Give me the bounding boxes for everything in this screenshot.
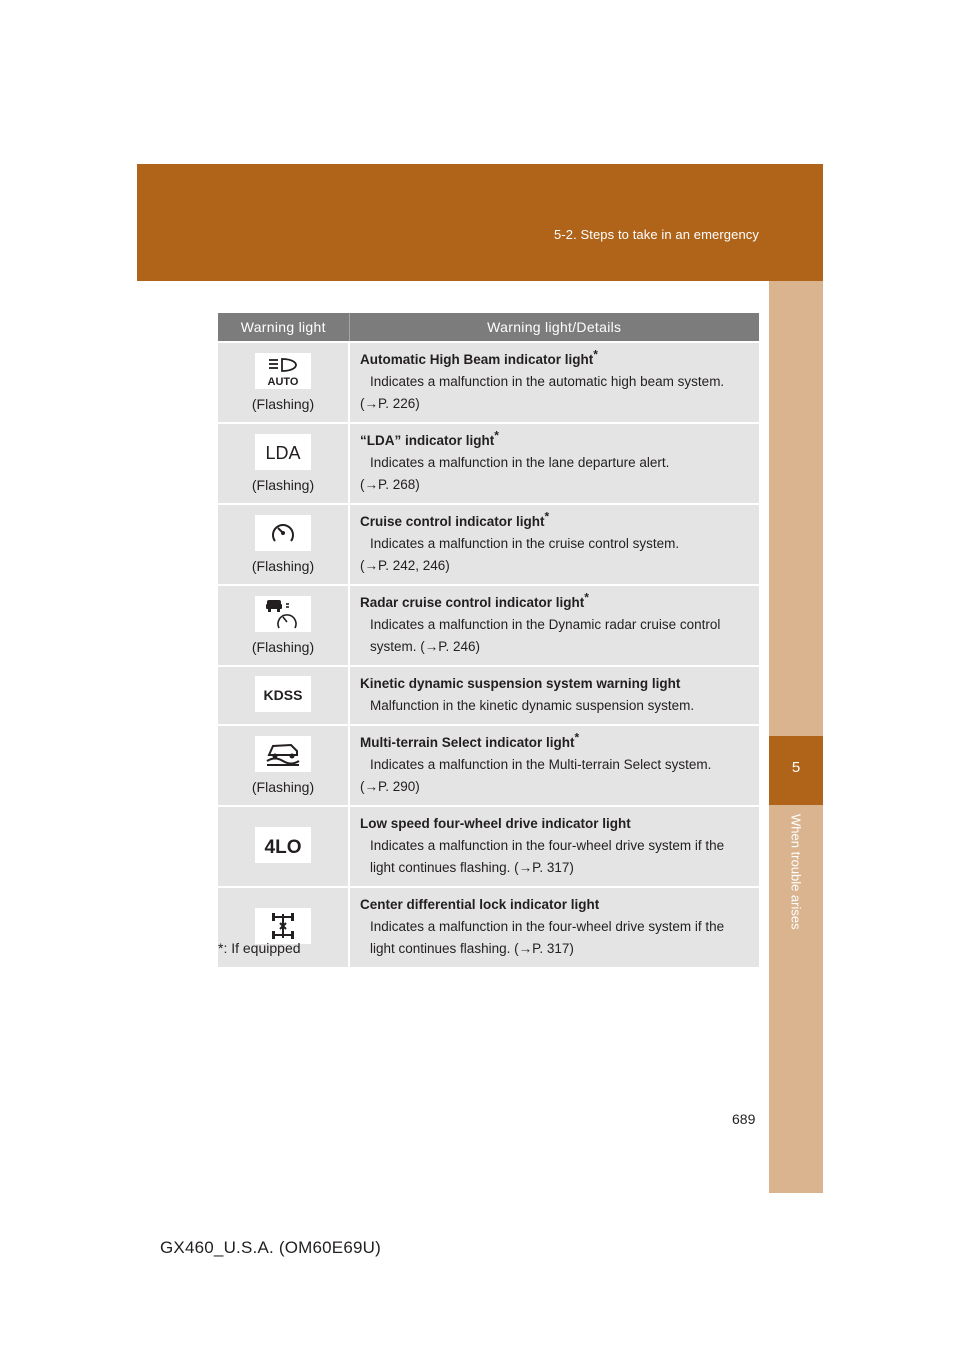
- auto-high-beam-icon: [255, 353, 311, 389]
- multi-terrain-icon: [255, 736, 311, 772]
- svg-text:4LO: 4LO: [264, 837, 302, 858]
- svg-text:AUTO: AUTO: [267, 376, 299, 388]
- light-description: Indicates a malfunction in the Multi-terrain Select system.: [370, 757, 712, 772]
- details-cell: [349, 585, 759, 666]
- svg-text:LDA: LDA: [265, 443, 301, 463]
- table-row: [218, 666, 759, 725]
- details-cell: [349, 887, 759, 967]
- flashing-label: (Flashing): [251, 558, 315, 574]
- light-name: Low speed four-wheel drive indicator light: [360, 816, 631, 831]
- light-name: Center differential lock indicator light: [360, 897, 600, 912]
- flashing-label: (Flashing): [251, 639, 315, 655]
- svg-text:KDSS: KDSS: [263, 687, 303, 703]
- page-reference: (→P. 242, 246): [360, 558, 450, 573]
- light-description: Indicates a malfunction in the automatic high beam system.: [370, 374, 725, 389]
- column-header-details: Warning light/Details: [349, 313, 759, 342]
- cruise-control-icon: [255, 515, 311, 551]
- flashing-label: (Flashing): [251, 779, 315, 795]
- chapter-title: When trouble arises: [788, 814, 804, 930]
- details-cell: [349, 504, 759, 585]
- light-name: Kinetic dynamic suspension system warning light: [360, 676, 681, 691]
- icon-cell: [218, 806, 349, 887]
- page-reference: (→P. 290): [360, 779, 420, 794]
- lda-icon: [255, 434, 311, 470]
- footnote: *: If equipped: [218, 940, 301, 956]
- header-bar: [137, 164, 823, 281]
- icon-cell: [218, 423, 349, 504]
- document-code: GX460_U.S.A. (OM60E69U): [160, 1238, 381, 1257]
- flashing-label: (Flashing): [251, 396, 315, 412]
- details-cell: [349, 806, 759, 887]
- table-row: [218, 806, 759, 887]
- icon-cell: [218, 585, 349, 666]
- light-description: Indicates a malfunction in the lane departure alert.: [370, 455, 670, 470]
- section-title: 5-2. Steps to take in an emergency: [553, 227, 759, 242]
- light-description: Indicates a malfunction in the four-wheel drive system if the light continues flashing. (→P. 317): [370, 838, 725, 875]
- details-cell: [349, 342, 759, 423]
- page-reference: (→P. 268): [360, 477, 420, 492]
- 4lo-icon: [255, 827, 311, 863]
- page-reference: (→P. 226): [360, 396, 420, 411]
- light-name: Multi-terrain Select indicator light*: [360, 730, 580, 750]
- table-row: [218, 585, 759, 666]
- radar-cruise-icon: [255, 596, 311, 632]
- icon-cell: [218, 666, 349, 725]
- light-name: Cruise control indicator light*: [360, 509, 550, 529]
- light-description: Indicates a malfunction in the Dynamic radar cruise control system. (→P. 246): [370, 617, 721, 654]
- icon-cell: [218, 342, 349, 423]
- icon-cell: [218, 504, 349, 585]
- light-name: “LDA” indicator light*: [360, 428, 499, 448]
- chapter-number: 5: [791, 759, 801, 776]
- details-cell: [349, 423, 759, 504]
- table-row: [218, 504, 759, 585]
- column-header-warning-light: Warning light: [218, 313, 349, 342]
- icon-cell: [218, 725, 349, 806]
- page-number: 689: [732, 1111, 756, 1127]
- chapter-side-tab: [769, 281, 823, 1193]
- center-diff-lock-icon: [255, 908, 311, 944]
- light-description: Indicates a malfunction in the four-wheel drive system if the light continues flashing. (→P. 317): [370, 919, 725, 956]
- kdss-icon: [255, 676, 311, 712]
- table-header-row: [218, 313, 759, 342]
- table-row: [218, 725, 759, 806]
- table-row: [218, 423, 759, 504]
- table-row: [218, 342, 759, 423]
- details-cell: [349, 725, 759, 806]
- light-description: Indicates a malfunction in the cruise control system.: [370, 536, 680, 551]
- light-name: Automatic High Beam indicator light*: [360, 347, 598, 367]
- light-description: Malfunction in the kinetic dynamic suspension system.: [370, 698, 695, 713]
- light-name: Radar cruise control indicator light*: [360, 590, 589, 610]
- flashing-label: (Flashing): [251, 477, 315, 493]
- details-cell: [349, 666, 759, 725]
- warning-light-table: [218, 313, 759, 967]
